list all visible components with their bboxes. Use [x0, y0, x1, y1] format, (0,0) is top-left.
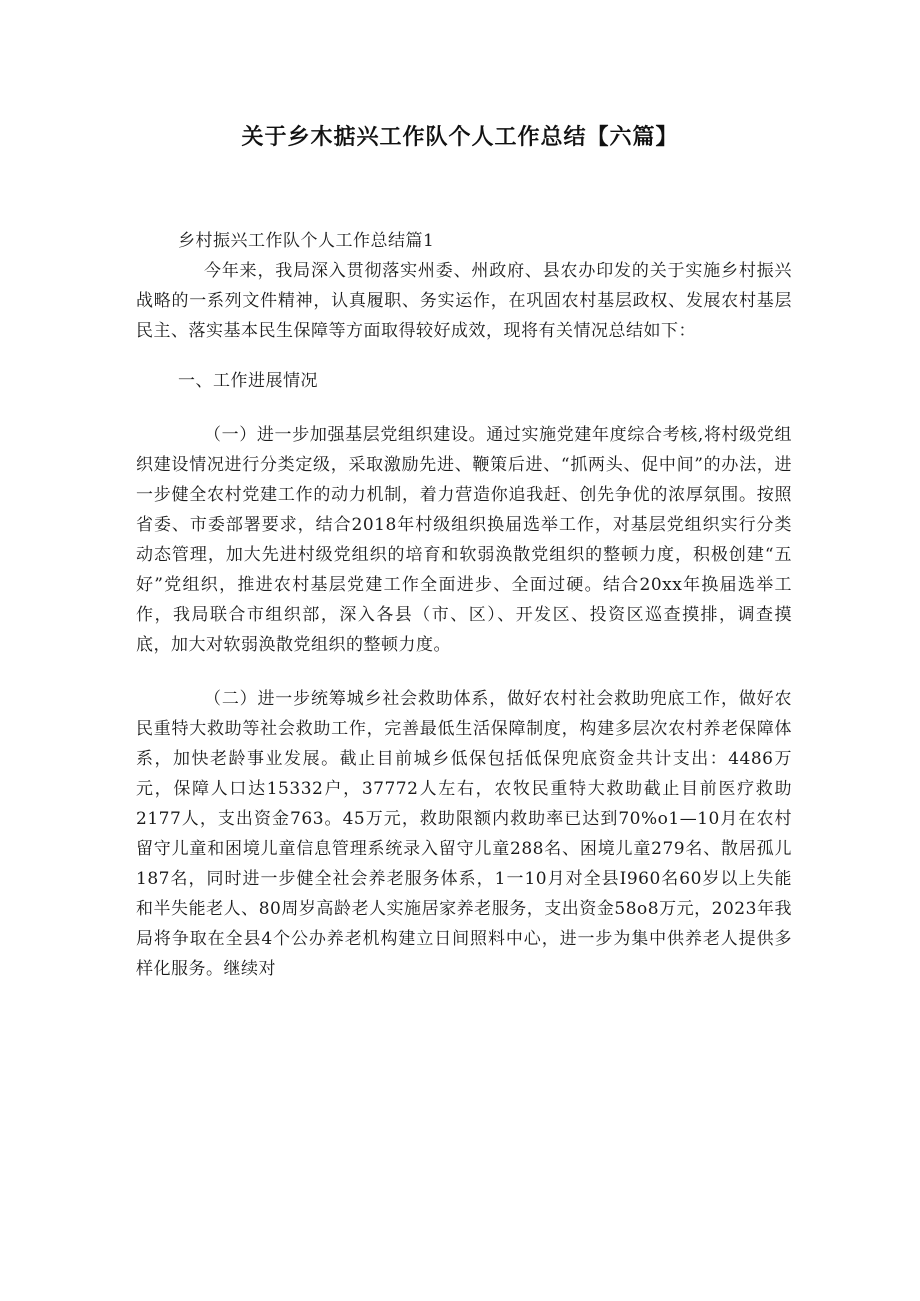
document-title: 关于乡木掂兴工作队个人工作总结【六篇】	[241, 125, 679, 150]
section-heading: 一、工作进展情况	[178, 371, 318, 391]
body-paragraph-1: （一）进一步加强基层党组织建设。通过实施党建年度综合考核,将村级党组织建设情况进行分类定级，采取激励先进、鞭策后进、“抓两头、促中间”的办法，进一步健全农村党建工作的动力机制，着力营造你追我赶、创先争优的浓厚氛围。按照省委、市委部署要求，结合2018年村级组织换届选举工作，对基层党组织实行分类动态管理，加大先进村级党组织的培育和软弱涣散党组织的整顿力度，积极创建“五好”党组织，推进农村基层党建工作全面进步、全面过硬。结合20xx年换届选举工作，我局联合市组织部，深入各县（市、区）、开发区、投资区巡查摸排，调查摸底，加大对软弱涣散党组织的整顿力度。	[136, 425, 792, 655]
document-body	[136, 226, 792, 984]
body-paragraph-2: （二）进一步统筹城乡社会救助体系，做好农村社会救助兜底工作，做好农民重特大救助等社会救助工作，完善最低生活保障制度，构建多层次农村养老保障体系，加快老龄事业发展。截止目前城乡低保包括低保兜底资金共计支出：4486万元，保障人口达15332户，37772人左右，农牧民重特大救助截止目前医疗救助2177人，支出资金763。45万元，救助限额内救助率已达到70%o1—10月在农村留守儿童和困境儿童信息管理系统录入留守儿童288名、困境儿童279名、散居孤儿187名，同时进一步健全社会养老服务体系，1一10月对全县I960名60岁以上失能和半失能老人、80周岁高龄老人实施居家养老服务，支出资金58o8万元，2023年我局将争取在全县4个公办养老机构建立日间照料中心，进一步为集中供养老人提供多样化服务。继续对	[136, 689, 792, 979]
document-subtitle: 乡村振兴工作队个人工作总结篇1	[178, 231, 435, 251]
intro-paragraph: 今年来，我局深入贯彻落实州委、州政府、县农办印发的关于实施乡村振兴战略的一系列文件精神，认真履职、务实运作，在巩固农村基层政权、发展农村基层民主、落实基本民生保障等方面取得较好成效，现将有关情况总结如下：	[136, 261, 792, 341]
